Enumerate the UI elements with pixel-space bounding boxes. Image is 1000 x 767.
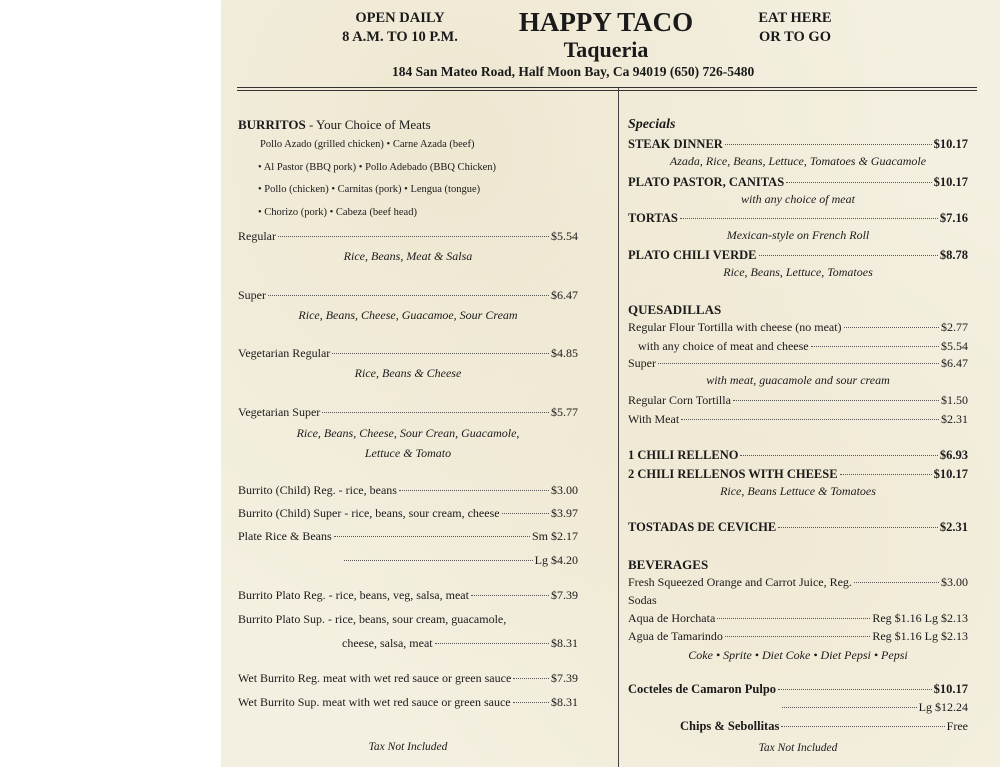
menu-item: Regular Flour Tortilla with cheese (no meat) $2.77 bbox=[628, 320, 968, 334]
item-description: with meat, guacamole and sour cream bbox=[706, 373, 890, 387]
menu-item: cheese, salsa, meat $8.31 bbox=[342, 636, 578, 650]
item-description: Rice, Beans Lettuce & Tomatoes bbox=[720, 484, 876, 498]
burritos-heading bbox=[238, 117, 431, 133]
specials-heading: Specials bbox=[628, 117, 676, 132]
soda-list: Coke • Sprite • Diet Coke • Diet Pepsi • Pepsi bbox=[688, 648, 908, 662]
menu-item: 1 CHILI RELLENO $6.93 bbox=[628, 448, 968, 462]
beverages-heading: BEVERAGES bbox=[628, 557, 709, 572]
menu-item: Vegetarian Regular $4.85 bbox=[238, 346, 578, 360]
restaurant-name: HAPPY TACO bbox=[518, 7, 694, 37]
menu-item: Regular Corn Tortilla $1.50 bbox=[628, 393, 968, 407]
menu-item: Plate Rice & Beans Sm $2.17 bbox=[238, 529, 578, 543]
item-description: Rice, Beans, Lettuce, Tomatoes bbox=[723, 265, 873, 279]
menu-item: Burrito Plato Reg. - rice, beans, veg, salsa, meat $7.39 bbox=[238, 588, 578, 602]
menu-item: Agua de Tamarindo Reg $1.16 Lg $2.13 bbox=[628, 629, 968, 643]
menu-item: Wet Burrito Reg. meat with wet red sauce or green sauce $7.39 bbox=[238, 671, 578, 685]
menu-item: PLATO CHILI VERDE $8.78 bbox=[628, 248, 968, 262]
burritos-subtitle: - Your Choice of Meats bbox=[305, 117, 431, 132]
quesadillas-heading: QUESADILLAS bbox=[628, 302, 722, 317]
tax-note-left: Tax Not Included bbox=[368, 741, 448, 753]
item-description: Rice, Beans, Cheese, Sour Crean, Guacamole, bbox=[296, 426, 520, 440]
menu-item: Lg $4.20 bbox=[342, 553, 578, 568]
menu-item: Burrito (Child) Super - rice, beans, sour cream, cheese $3.97 bbox=[238, 506, 578, 520]
menu-item: Aqua de Horchata Reg $1.16 Lg $2.13 bbox=[628, 611, 968, 625]
item-description: Lettuce & Tomato bbox=[364, 446, 452, 460]
meat-options-line: • Al Pastor (BBQ pork) • Pollo Adebado (BBQ Chicken) bbox=[258, 162, 497, 173]
menu-item: Cocteles de Camaron Pulpo $10.17 bbox=[628, 682, 968, 696]
menu-item-name: Sodas bbox=[628, 593, 657, 607]
menu-item: Super $6.47 bbox=[238, 288, 578, 302]
hours-line-1: OPEN DAILY bbox=[355, 10, 445, 26]
menu-item: Wet Burrito Sup. meat with wet red sauce or green sauce $8.31 bbox=[238, 695, 578, 709]
burritos-title: BURRITOS bbox=[238, 117, 306, 132]
eat-here-line-2: OR TO GO bbox=[759, 29, 831, 45]
menu-item: Lg $12.24 bbox=[780, 700, 968, 715]
menu-item: Vegetarian Super $5.77 bbox=[238, 405, 578, 419]
item-description: Mexican-style on French Roll bbox=[726, 228, 870, 242]
hours-line-2: 8 A.M. TO 10 P.M. bbox=[342, 29, 458, 45]
item-description: Rice, Beans, Meat & Salsa bbox=[343, 249, 473, 263]
menu-item: with any choice of meat and cheese $5.54 bbox=[638, 339, 968, 353]
restaurant-subtitle: Taqueria bbox=[563, 37, 649, 62]
menu-item: 2 CHILI RELLENOS WITH CHEESE $10.17 bbox=[628, 467, 968, 481]
eat-here-line-1: EAT HERE bbox=[758, 10, 832, 26]
menu-item: Fresh Squeezed Orange and Carrot Juice, Reg. $3.00 bbox=[628, 575, 968, 589]
menu-item: With Meat $2.31 bbox=[628, 412, 968, 426]
meat-options-line: • Pollo (chicken) • Carnitas (pork) • Lengua (tongue) bbox=[258, 184, 481, 195]
menu-item: PLATO PASTOR, CANITAS $10.17 bbox=[628, 175, 968, 189]
menu-item: Regular $5.54 bbox=[238, 229, 578, 243]
item-description: Azada, Rice, Beans, Lettuce, Tomatoes & Guacamole bbox=[669, 154, 927, 168]
menu-item: TOSTADAS DE CEVICHE $2.31 bbox=[628, 520, 968, 534]
address: 184 San Mateo Road, Half Moon Bay, Ca 94019 (650) 726-5480 bbox=[392, 64, 755, 79]
item-description: Rice, Beans, Cheese, Guacamoe, Sour Cream bbox=[298, 308, 518, 322]
menu-item: STEAK DINNER $10.17 bbox=[628, 137, 968, 151]
menu-item: Burrito (Child) Reg. - rice, beans $3.00 bbox=[238, 483, 578, 497]
meat-options-line: • Chorizo (pork) • Cabeza (beef head) bbox=[258, 207, 417, 218]
item-description: Rice, Beans & Cheese bbox=[354, 366, 462, 380]
meat-options-line: Pollo Azado (grilled chicken) • Carne Azada (beef) bbox=[260, 139, 475, 150]
column-divider bbox=[618, 88, 619, 767]
header-rule-bottom bbox=[237, 90, 977, 91]
menu-item: Super $6.47 bbox=[628, 356, 968, 370]
item-description: with any choice of meat bbox=[741, 192, 855, 206]
menu-item: Chips & Sebollitas Free bbox=[680, 719, 968, 733]
header-rule-top bbox=[237, 87, 977, 88]
menu-item: TORTAS $7.16 bbox=[628, 211, 968, 225]
tax-note-right: Tax Not Included bbox=[758, 742, 838, 754]
menu-item-name: Burrito Plato Sup. - rice, beans, sour cream, guacamole, bbox=[238, 612, 507, 626]
